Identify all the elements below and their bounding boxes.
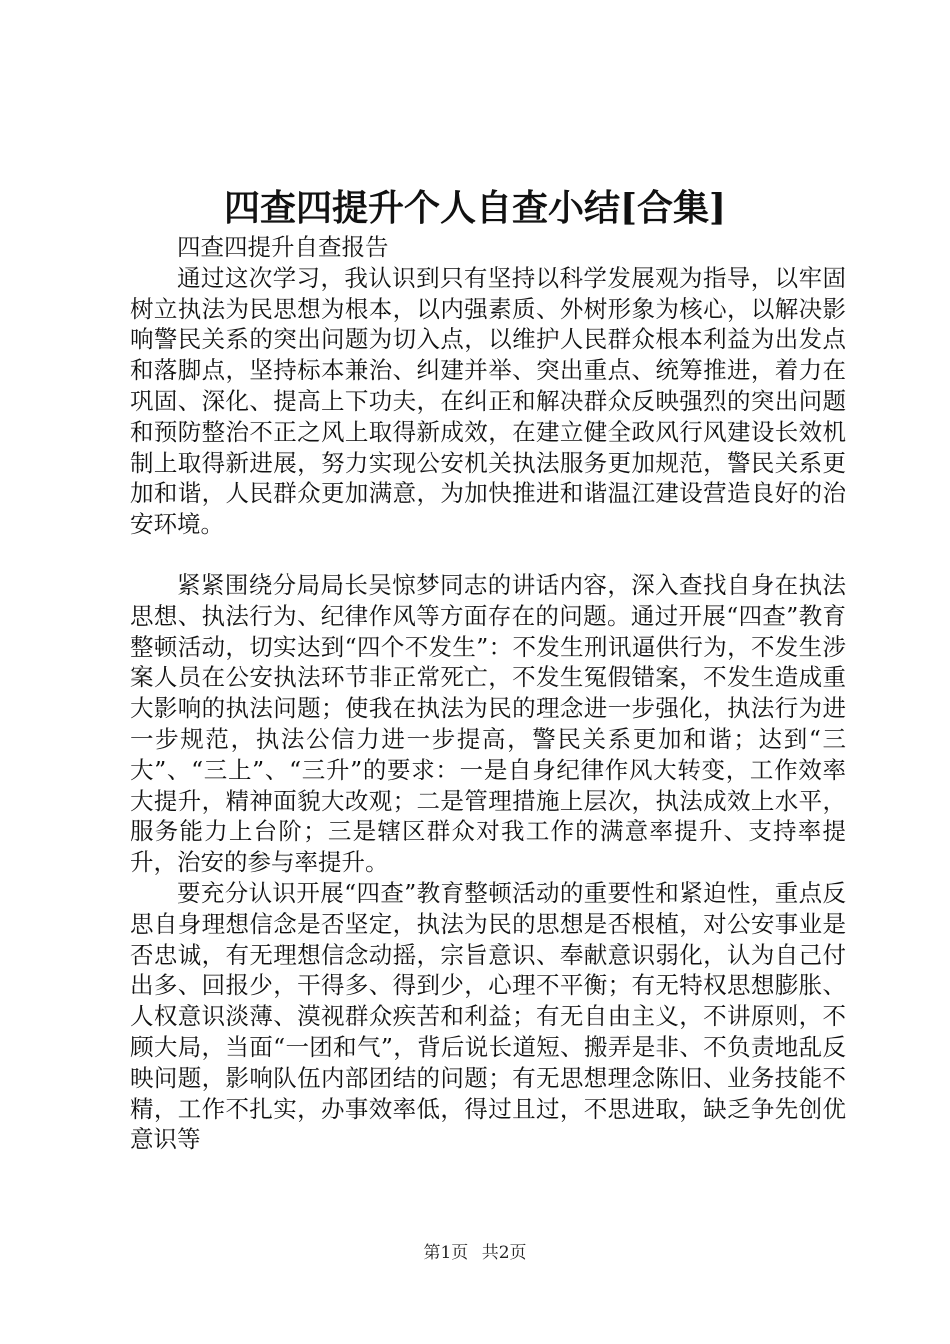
page-footer	[0, 1242, 950, 1264]
paragraph-spacer	[130, 540, 846, 570]
paragraph-2: 紧紧围绕分局局长吴惊梦同志的讲话内容，深入查找自身在执法思想、执法行为、纪律作风等方面存在的问题。通过开展“四查”教育整顿活动，切实达到“四个不发生”：不发生刑讯逼供行为，不发生涉案人员在公安执法环节非正常死亡，不发生冤假错案，不发生造成重大影响的执法问题；使我在执法为民的理念进一步强化，执法行为进一步规范，执法公信力进一步提高，警民关系更加和谐；达到“三大”、“三上”、“三升”的要求：一是自身纪律作风大转变，工作效率大提升，精神面貌大改观；二是管理措施上层次，执法成效上水平，服务能力上台阶；三是辖区群众对我工作的满意率提升、支持率提升，治安的参与率提升。	[130, 570, 846, 877]
page-total: 共2页	[481, 1243, 527, 1263]
paragraph-1: 通过这次学习，我认识到只有坚持以科学发展观为指导，以牢固树立执法为民思想为根本，以内强素质、外树形象为核心，以解决影响警民关系的突出问题为切入点，以维护人民群众根本利益为出发点和落脚点，坚持标本兼治、纠建并举、突出重点、统筹推进，着力在巩固、深化、提高上下功夫，在纠正和解决群众反映强烈的突出问题和预防整治不正之风上取得新成效，在建立健全政风行风建设长效机制上取得新进展，努力实现公安机关执法服务更加规范，警民关系更加和谐，人民群众更加满意，为加快推进和谐温江建设营造良好的治安环境。	[130, 263, 846, 539]
paragraph-3: 要充分认识开展“四查”教育整顿活动的重要性和紧迫性，重点反思自身理想信念是否坚定，执法为民的思想是否根植，对公安事业是否忠诚，有无理想信念动摇，宗旨意识、奉献意识弱化，认为自己付出多、回报少，干得多、得到少，心理不平衡；有无特权思想膨胀、人权意识淡薄、漠视群众疾苦和利益；有无自由主义，不讲原则，不顾大局，当面“一团和气”，背后说长道短、搬弄是非、不负责地乱反映问题，影响队伍内部团结的问题；有无思想理念陈旧、业务技能不精，工作不扎实，办事效率低，得过且过，不思进取，缺乏争先创优意识等	[130, 878, 846, 1154]
document-title: 四查四提升个人自查小结[合集]	[223, 187, 727, 229]
document-body	[130, 232, 846, 1155]
document-subtitle: 四查四提升自查报告	[177, 233, 389, 261]
page-number: 第1页	[423, 1243, 469, 1263]
